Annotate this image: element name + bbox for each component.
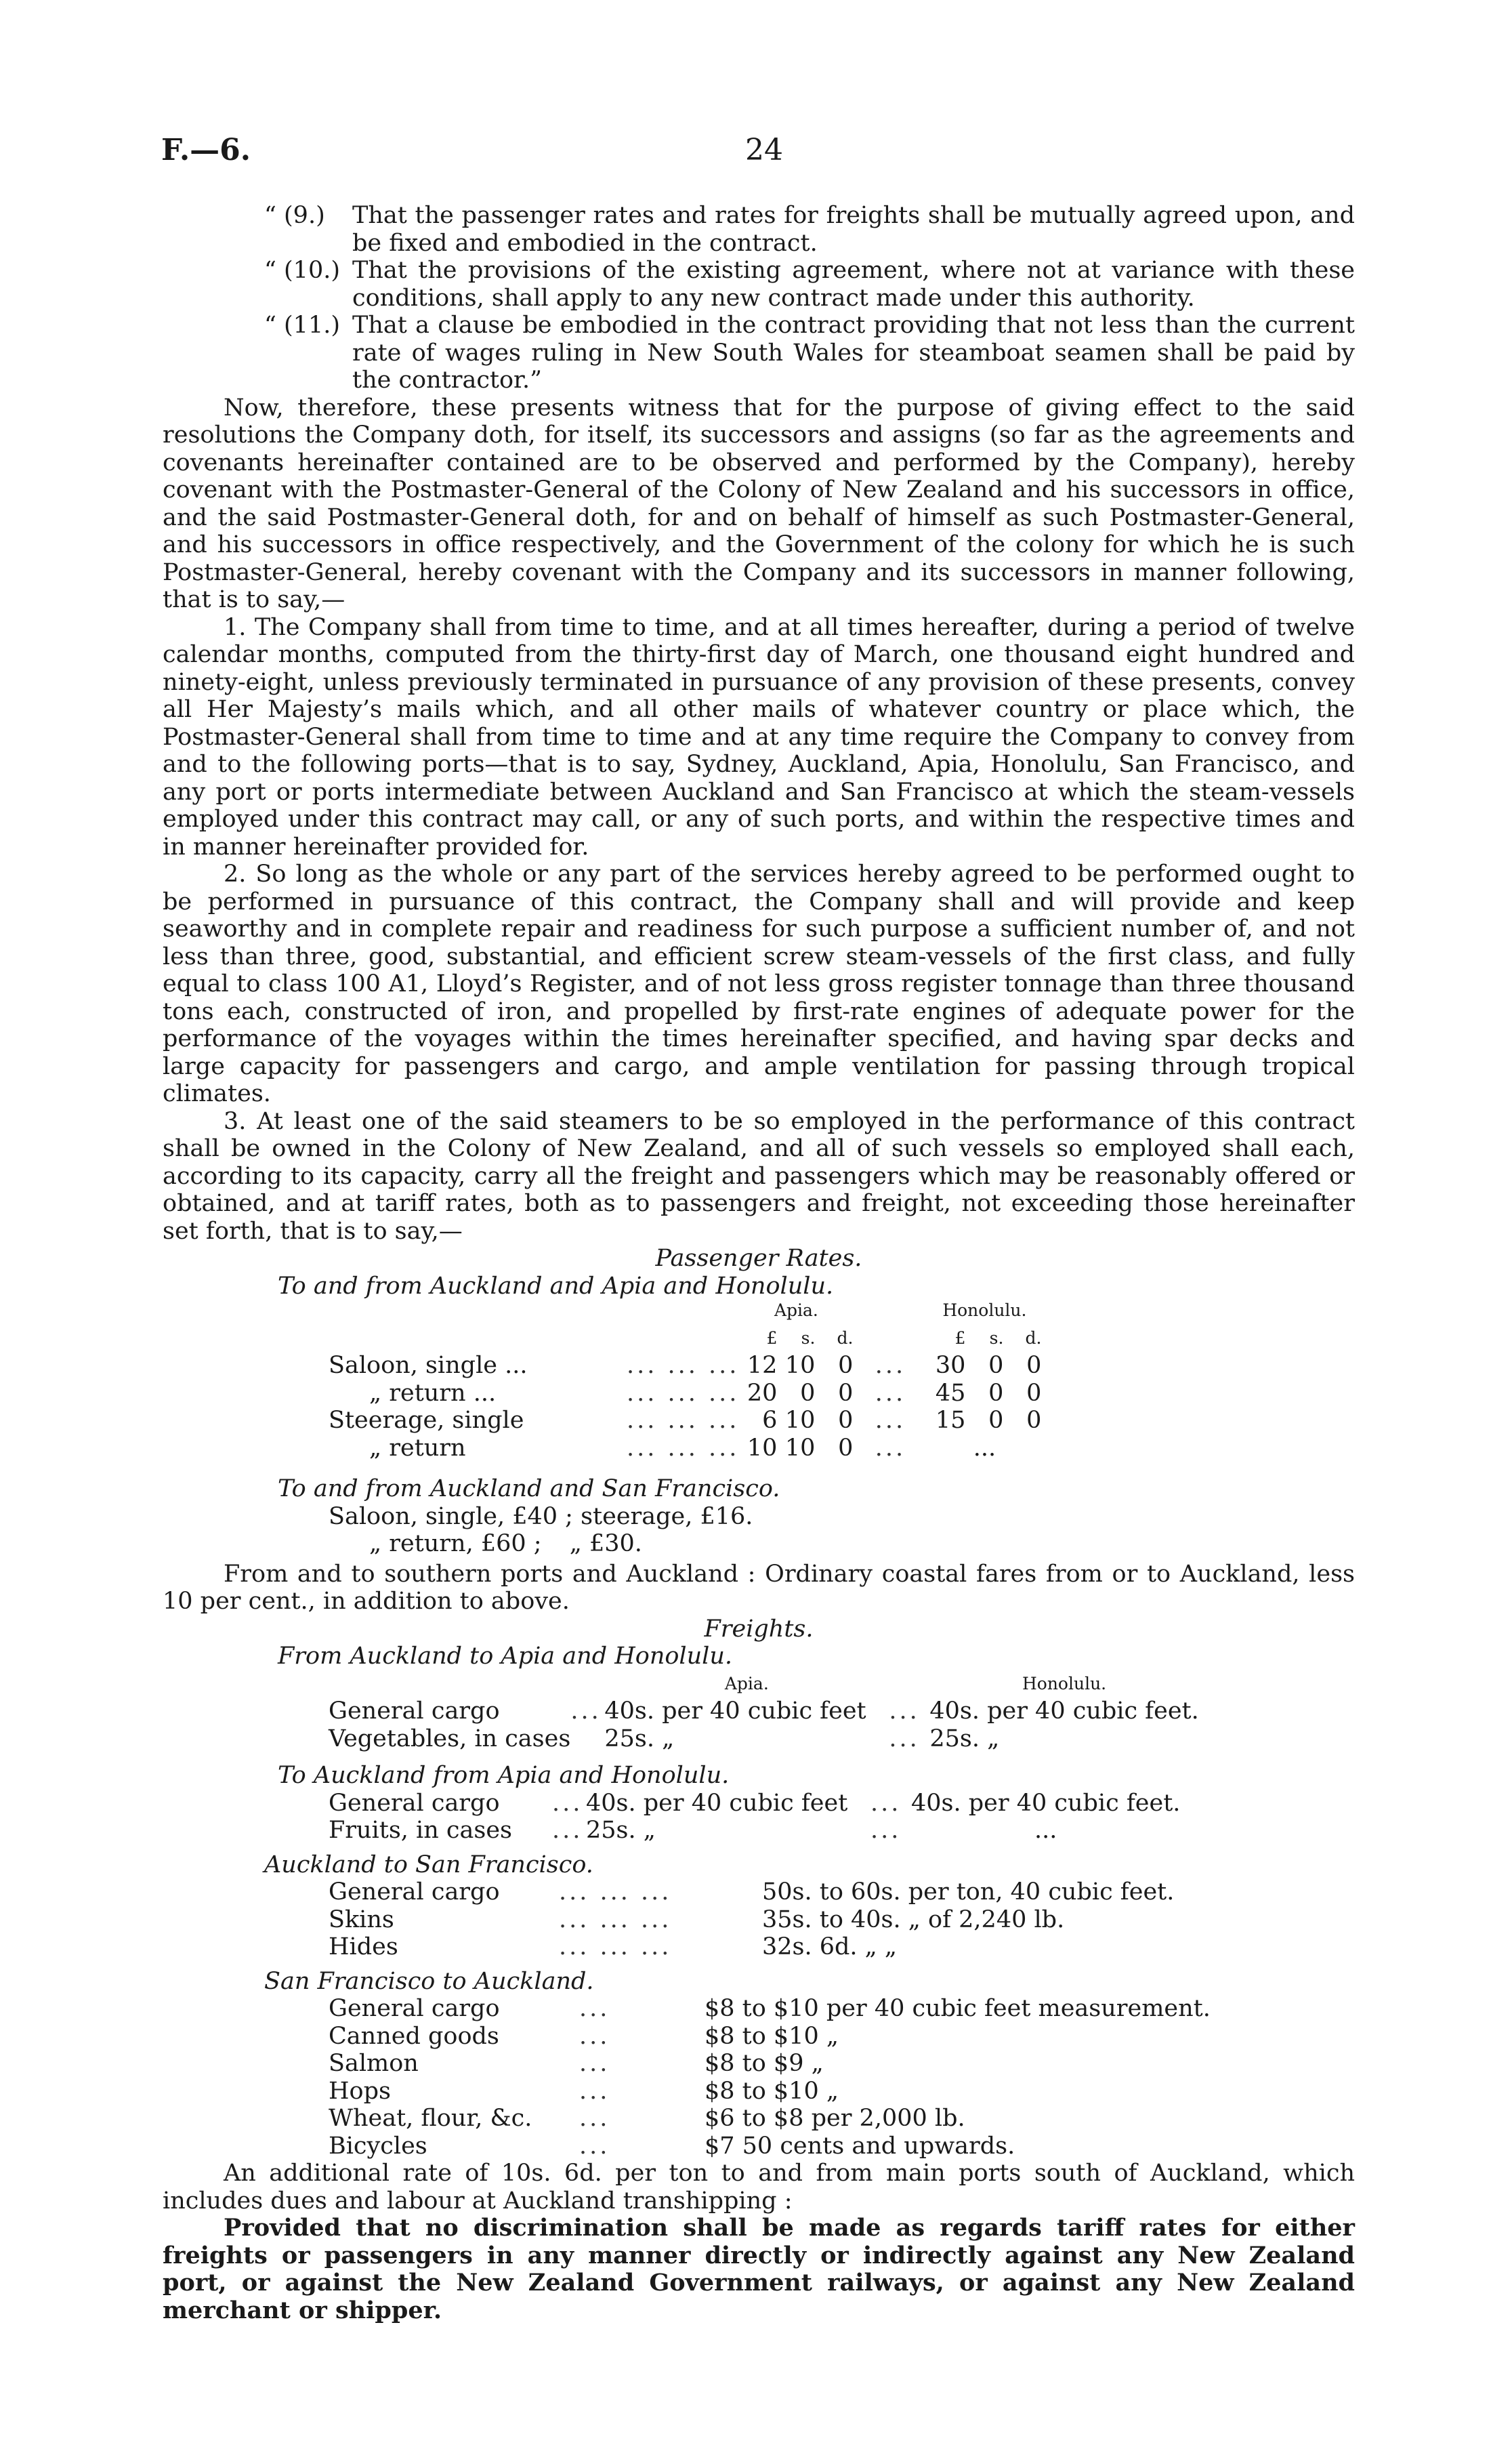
table-row: Bicycles ... $7 50 cents and upwards. [329,2133,1211,2160]
page-header [0,133,1512,173]
apia-pence: 0 [838,1379,854,1407]
document-body [163,202,1355,2324]
cargo-type: Hides [329,1933,398,1960]
honolulu-rate: 40s. per 40 cubic feet. [911,1789,1181,1817]
apia-rate: 25s. „ [586,1817,656,1844]
honolulu-value: ... [973,1434,996,1462]
freights-heading: Freights. [704,1615,814,1643]
apia-shillings: 0 [800,1379,816,1407]
cargo-type: Wheat, flour, &c. [329,2105,532,2132]
freights-table-auckland-to-san-francisco [329,1878,1174,1961]
column-header-apia: Apia. [774,1300,818,1320]
apia-pounds: 20 [747,1379,778,1407]
cargo-type: General cargo [329,1995,500,2022]
pence-header: d. [1025,1328,1042,1348]
shillings-header: s. [989,1328,1004,1348]
southern-ports-paragraph: From and to southern ports and Auckland : Ordinary coastal fares from or to Auckland, less 10 per cent., in addition to above. [163,1560,1355,1615]
table-row: Wheat, flour, &c. ... $6 to $8 per 2,000 lb. [329,2105,1211,2133]
cargo-type: General cargo [329,1878,500,1906]
table-row: Salmon ... $8 to $9 „ [329,2050,1211,2078]
apia-rate: 40s. per 40 cubic feet [586,1789,848,1817]
table-row: General cargo ... ... ... 50s. to 60s. per ton, 40 cubic feet. [329,1878,1175,1906]
apia-pounds: 12 [747,1352,778,1379]
pounds-header: £ [766,1328,778,1348]
additional-rate-paragraph: An additional rate of 10s. 6d. per ton to and from main ports south of Auckland, which includes dues and labour at Auckland transhipping : [163,2160,1355,2215]
apia-shillings: 10 [784,1434,816,1462]
honolulu-rate: 40s. per 40 cubic feet. [929,1697,1199,1725]
cargo-type: Canned goods [329,2022,499,2050]
document-reference: F.—6. [161,133,251,167]
apia-pounds: 6 [762,1407,778,1434]
rate: 35s. to 40s. „ of 2,240 lb. [762,1906,1065,1933]
rate: $6 to $8 per 2,000 lb. [705,2105,965,2132]
clause-9 [264,202,1355,257]
san-francisco-fares-line-2 [329,1530,1355,1558]
honolulu-shillings: 0 [988,1352,1004,1379]
clause-text: That a clause be embodied in the contract providing that not less than the current rate of wages ruling in New South Wales for steamboat seamen shall be paid by the contractor.” [352,312,1355,394]
honolulu-shillings: 0 [988,1379,1004,1407]
table-header-row [329,1297,1041,1325]
honolulu-rate: ... [1034,1817,1057,1844]
table-subheader-row [329,1325,1041,1353]
table-row: „ return ... ... ... ... 20 0 0 ... 45 0 0 [329,1380,1041,1407]
honolulu-pounds: 15 [935,1407,966,1434]
honolulu-shillings: 0 [988,1407,1004,1434]
freights-section-title: To Auckland from Apia and Honolulu. [278,1762,730,1789]
apia-pence: 0 [838,1352,854,1379]
paragraph-2: 2. So long as the whole or any part of the services hereby agreed to be performed ought to be performed in pursuance of this contract, the Company shall and will provide and keep seaworthy and in complete repair and readiness for such purpose a sufficient number of, and not less than three, good, substantial, and efficient screw steam-vessels of the first class, and fully equal to class 100 A1, Lloyd’s Register, and of not less gross register tonnage than three thousand tons each, constructed of iron, and propelled by first-rate engines of adequate power for the performance of the voyages within the times hereinafter specified, and having spar decks and large capacity for passengers and cargo, and ample ventilation for passing through tropical climates. [163,861,1355,1107]
column-header-honolulu: Honolulu. [942,1300,1027,1320]
table-row: Canned goods ... $8 to $10 „ [329,2023,1211,2051]
table-row: General cargo ... 40s. per 40 cubic feet ... 40s. per 40 cubic feet. [329,1697,1199,1725]
cargo-type: Hops [329,2077,391,2105]
steerage-return-fare: „ £30. [569,1530,642,1557]
cargo-type: Fruits, in cases [329,1817,512,1844]
cargo-type: Skins [329,1906,394,1933]
honolulu-pounds: 30 [935,1352,966,1379]
apia-rate: 40s. per 40 cubic feet [604,1697,866,1725]
return-fare: „ return, £60 ; [369,1530,542,1557]
clause-text: That the provisions of the existing agreement, where not at variance with these conditions, shall apply to any new contract made under this authority. [352,257,1355,312]
cargo-type: Salmon [329,2050,419,2077]
table-row: General cargo ... 40s. per 40 cubic feet ... 40s. per 40 cubic feet. [329,1789,1181,1817]
paragraph-1: 1. The Company shall from time to time, and at all times hereafter, during a period of twelve calendar months, computed from the thirty-first day of March, one thousand eight hundred and ninety-eight, unless previously terminated in pursuance of any provision of these presents, convey all Her Majesty’s mails which, and all other mails of whatever country or place which, the Postmaster-General shall from time to time and at any time require the Company to convey from and to the following ports—that is to say, Sydney, Auckland, Apia, Honolulu, San Francisco, and any port or ports intermediate between Auckland and San Francisco at which the steam-vessels employed under this contract may call, or any of such ports, and within the respective times and in manner hereinafter provided for. [163,613,1355,861]
table-header-row [329,1670,1199,1698]
apia-shillings: 10 [784,1407,816,1434]
table-row: Vegetables, in cases 25s. „ ... 25s. „ [329,1725,1199,1753]
paragraph-3: 3. At least one of the said steamers to be so employed in the performance of this contract shall be owned in the Colony of New Zealand, and all of such vessels so employed shall each, according to its capacity, carry all the freight and passengers which may be reasonably offered or obtained, and at tariff rates, both as to passengers and freight, not exceeding those hereinafter set forth, that is to say,— [163,1107,1355,1245]
clause-number: “ (10.) [264,257,340,284]
clause-number: “ (11.) [264,312,340,339]
row-label: Steerage, single [329,1407,524,1434]
apia-pence: 0 [838,1407,854,1434]
honolulu-pounds: 45 [935,1379,966,1407]
rate: $8 to $10 „ [705,2022,839,2050]
table-row: Steerage, single ... ... ... 6 10 0 ... 15 0 0 [329,1407,1042,1434]
paragraph-now-therefore: Now, therefore, these presents witness that for the purpose of giving effect to the said resolutions the Company doth, for itself, its successors and assigns (so far as the agreements and covenants hereinafter contained are to be observed and performed by the Company), hereby covenant with the Postmaster-General of the Colony of New Zealand and his successors in office, and the said Postmaster-General doth, for and on behalf of himself as such Postmaster-General, and his successors in office respectively, and the Government of the colony for which he is such Postmaster-General, hereby covenant with the Company and its successors in manner following, that is to say,— [163,394,1355,613]
freights-table-san-francisco-to-auckland [329,1995,1211,2160]
table-row: Fruits, in cases ... 25s. „ ... ... [329,1817,1180,1845]
passenger-rates-subheading-san-francisco: To and from Auckland and San Francisco. [278,1475,780,1502]
honolulu-pence: 0 [1026,1407,1042,1434]
rate: $8 to $9 „ [705,2050,824,2077]
row-label: „ return ... [369,1379,497,1407]
provided-paragraph: Provided that no discrimination shall be made as regards tariff rates for either freights or passengers in any manner directly or indirectly against any New Zealand port, or against the New Zealand Government railways, or against any New Zealand merchant or shipper. [163,2214,1355,2324]
cargo-type: Vegetables, in cases [329,1725,571,1752]
freights-section-title: Auckland to San Francisco. [264,1851,593,1878]
cargo-type: Bicycles [329,2132,427,2160]
rate: $8 to $10 per 40 cubic feet measurement. [705,1995,1211,2022]
honolulu-pence: 0 [1026,1379,1042,1407]
cargo-type: General cargo [329,1789,500,1817]
cargo-type: General cargo [329,1697,500,1725]
table-row: Hides ... ... ... 32s. 6d. „ „ [329,1933,1174,1961]
rate: 50s. to 60s. per ton, 40 cubic feet. [762,1878,1175,1906]
table-row: „ return ... ... ... 10 10 0 ... ... [329,1435,1041,1462]
column-header-apia: Apia. [724,1673,769,1693]
clause-10 [264,257,1355,312]
passenger-rates-heading: Passenger Rates. [655,1245,862,1272]
pounds-header: £ [954,1328,966,1348]
rate: $8 to $10 „ [705,2077,839,2105]
clause-number: “ (9.) [264,202,325,229]
row-label: „ return [369,1434,466,1462]
row-label: Saloon, single ... [329,1352,528,1379]
apia-pence: 0 [838,1434,854,1462]
san-francisco-fares-line-1: Saloon, single, £40 ; steerage, £16. [329,1502,753,1530]
rate: $7 50 cents and upwards. [705,2132,1015,2160]
pence-header: d. [837,1328,854,1348]
rate: 32s. 6d. „ „ [762,1933,898,1960]
freights-section-title: San Francisco to Auckland. [264,1967,594,1995]
table-row: Hops ... $8 to $10 „ [329,2078,1211,2105]
freights-table-islands-to-auckland [329,1790,1180,1845]
clause-11 [264,312,1355,394]
honolulu-pence: 0 [1026,1352,1042,1379]
apia-shillings: 10 [784,1352,816,1379]
clause-text: That the passenger rates and rates for freights shall be mutually agreed upon, and be fixed and embodied in the contract. [352,202,1355,257]
table-row: General cargo ... $8 to $10 per 40 cubic feet measurement. [329,1995,1211,2022]
table-row: Saloon, single ... ... ... ... 12 10 0 ... 30 0 0 [329,1352,1042,1379]
passenger-rates-subheading-apia-honolulu: To and from Auckland and Apia and Honolulu. [278,1272,834,1300]
page-number: 24 [745,133,783,167]
honolulu-rate: 25s. „ [929,1725,1000,1752]
shillings-header: s. [801,1328,816,1348]
passenger-rates-table [329,1297,1041,1462]
column-header-honolulu: Honolulu. [1022,1673,1107,1693]
table-row: Skins ... ... ... 35s. to 40s. „ of 2,240 lb. [329,1906,1174,1934]
apia-pounds: 10 [747,1434,778,1462]
freights-section-title: From Auckland to Apia and Honolulu. [278,1643,733,1670]
apia-rate: 25s. „ [604,1725,675,1752]
freights-table-auckland-to-islands [329,1670,1199,1753]
